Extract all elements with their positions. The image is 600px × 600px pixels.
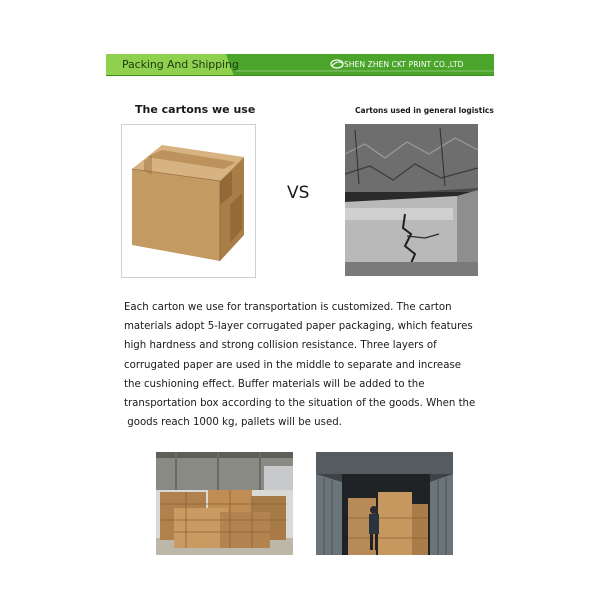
packaging-description [124,298,496,432]
versus-label: VS [287,183,310,203]
description-line: materials adopt 5-layer corrugated paper packaging, which features [124,321,473,333]
container-image [316,452,453,555]
description-line: corrugated paper are used in the middle to separate and increase [124,359,462,371]
section-title: Packing And Shipping [122,58,239,71]
company-name: SHEN ZHEN CKT PRINT CO.,LTD [344,60,464,69]
description-line: transportation box according to the situation of the goods. When the [124,398,476,410]
damaged-boxes-image [345,124,478,276]
general-carton-photo [345,124,478,276]
our-carton-photo [121,124,256,278]
description-line: goods reach 1000 kg, pallets will be used. [124,417,342,429]
cardboard-box-image [122,125,255,277]
warehouse-image [156,452,293,555]
container-loading-photo [316,452,453,555]
our-cartons-caption: The cartons we use [135,103,256,116]
description-line: high hardness and strong collision resistance. Three layers of [124,340,437,352]
general-cartons-caption: Cartons used in general logistics [355,106,494,115]
warehouse-photo [156,452,293,555]
description-line: Each carton we use for transportation is customized. The carton [124,302,452,313]
description-line: the cushioning effect. Buffer materials will be added to the [124,378,425,390]
company-logo-icon [330,58,344,70]
